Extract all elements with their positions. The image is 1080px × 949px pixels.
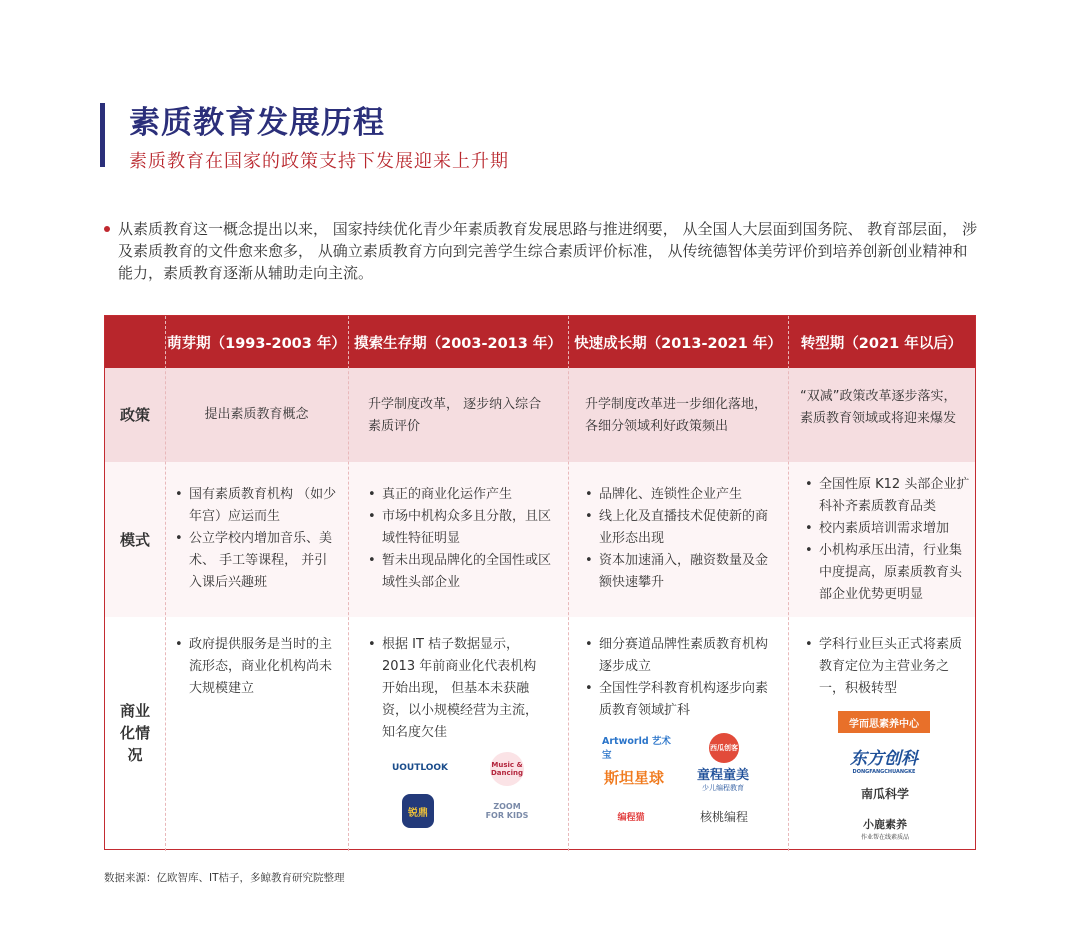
logo-xiaolu-sub: 作业帮在线素质品 [860, 833, 909, 841]
logo-xiaolu-name: 小鹿素养 [863, 817, 907, 831]
model-cell-3 [585, 484, 775, 594]
row-label-business: 商业化情况 [119, 702, 150, 764]
development-table [104, 315, 976, 850]
logo-dongfang [845, 744, 923, 774]
list-item: • 暂未出现品牌化的全国性或区域性头部企业 [368, 550, 553, 594]
business-cell-3 [585, 634, 775, 722]
column-divider [568, 316, 569, 851]
logo-tongcheng-sub: 少儿编程教育 [702, 783, 744, 792]
logo-nangua: 南瓜科学 [860, 786, 909, 801]
model-cell-2 [368, 484, 553, 594]
list-item: • 政府提供服务是当时的主流形态，商业化机构尚未大规模建立 [175, 634, 338, 700]
header-stage-2: 摸索生存期（2003-2013 年） [354, 335, 562, 352]
logo-dongfang-name: 东方创科 [850, 748, 918, 769]
data-source-note: 数据来源：亿欧智库、IT桔子，多鲸教育研究院整理 [104, 872, 345, 884]
row-label-policy: 政策 [119, 406, 150, 424]
business-cell-1 [175, 634, 338, 700]
logo-xigua: 西瓜创客 [709, 733, 739, 763]
list-item: • 学科行业巨头正式将素质教育定位为主营业务之一，积极转型 [805, 634, 970, 700]
logo-youtlook: UOUTLOOK [391, 763, 449, 773]
policy-cell-2: 升学制度改革， 逐步纳入综合素质评价 [368, 397, 542, 434]
business-cell-4 [805, 634, 970, 700]
column-divider [348, 316, 349, 851]
row-label-model: 模式 [119, 530, 150, 549]
intro-paragraph [104, 218, 982, 284]
page-title: 素质教育发展历程 [129, 105, 385, 141]
list-item: • 品牌化、连锁性企业产生 [585, 484, 775, 506]
logo-zoom-kids: ZOOM FOR KIDS [485, 802, 529, 820]
title-accent-bar [100, 103, 105, 167]
logo-hetao: 核桃编程 [699, 809, 748, 824]
policy-cell-4: “双减”政策改革逐步落实， 素质教育领域或将迎来爆发 [800, 389, 957, 426]
list-item: • 根据 IT 桔子数据显示，2013 年前商业化代表机构开始出现， 但基本未获融资，以小规模经营为主流，知名度欠佳 [368, 634, 548, 744]
policy-cell-3: 升学制度改革进一步细化落地，各细分领域利好政策频出 [585, 397, 768, 434]
logo-stem: 斯坦星球 [603, 768, 664, 787]
intro-text: 从素质教育这一概念提出以来， 国家持续优化青少年素质教育发展思路与推进纲要， 从全国人大层面到国务院、 教育部层面， 涉及素质教育的文件愈来愈多， 从确立素质教育方向到完善学生综合素质评价标准， 从传统德智体美劳评价到培养创新创业精神和能力，素质教育逐渐从辅助走向主流。 [118, 220, 978, 282]
list-item: • 全国性原 K12 头部企业扩科补齐素质教育品类 [805, 474, 970, 518]
list-item: • 小机构承压出清，行业集中度提高，原素质教育头部企业优势更明显 [805, 540, 970, 606]
header-stage-1: 萌芽期（1993-2003 年） [167, 335, 346, 352]
logo-music-dancing: Music & Dancing [490, 752, 524, 786]
logo-xiaolu [848, 814, 922, 842]
logo-tongcheng-name: 童程童美 [696, 767, 749, 783]
list-item: • 市场中机构众多且分散，且区域性特征明显 [368, 506, 553, 550]
list-item: • 真正的商业化运作产生 [368, 484, 553, 506]
list-item: • 全国性学科教育机构逐步向素质教育领域扩科 [585, 678, 775, 722]
model-cell-1 [175, 484, 338, 594]
list-item: • 国有素质教育机构 （如少年宫）应运而生 [175, 484, 338, 528]
list-item: • 公立学校内增加音乐、美术、 手工等课程， 并引入课后兴趣班 [175, 528, 338, 594]
list-item: • 细分赛道品牌性素质教育机构逐步成立 [585, 634, 775, 678]
logo-xueersi: 学而思素养中心 [838, 711, 930, 733]
logo-tongcheng [681, 763, 765, 793]
list-item: • 线上化及直播技术促使新的商业形态出现 [585, 506, 775, 550]
logo-dongfang-sub: DONGFANGCHUANGKE [852, 768, 916, 775]
business-cell-2 [368, 634, 548, 744]
list-item: • 资本加速涌入，融资数量及金额快速攀升 [585, 550, 775, 594]
policy-cell-1: 提出素质教育概念 [204, 407, 309, 422]
logo-artworld: Artworld 艺术宝 [602, 736, 671, 761]
header-stage-4: 转型期（2021 年以后） [800, 335, 963, 352]
column-divider [788, 316, 789, 851]
logo-biancheng: 编程猫 [617, 812, 645, 823]
page-subtitle: 素质教育在国家的政策支持下发展迎来上升期 [129, 151, 509, 172]
header-stage-3: 快速成长期（2013-2021 年） [574, 335, 782, 352]
model-cell-4 [805, 474, 970, 606]
logo-ruiding: 锐鼎 [402, 794, 434, 828]
bullet-icon [104, 226, 110, 232]
list-item: • 校内素质培训需求增加 [805, 518, 970, 540]
